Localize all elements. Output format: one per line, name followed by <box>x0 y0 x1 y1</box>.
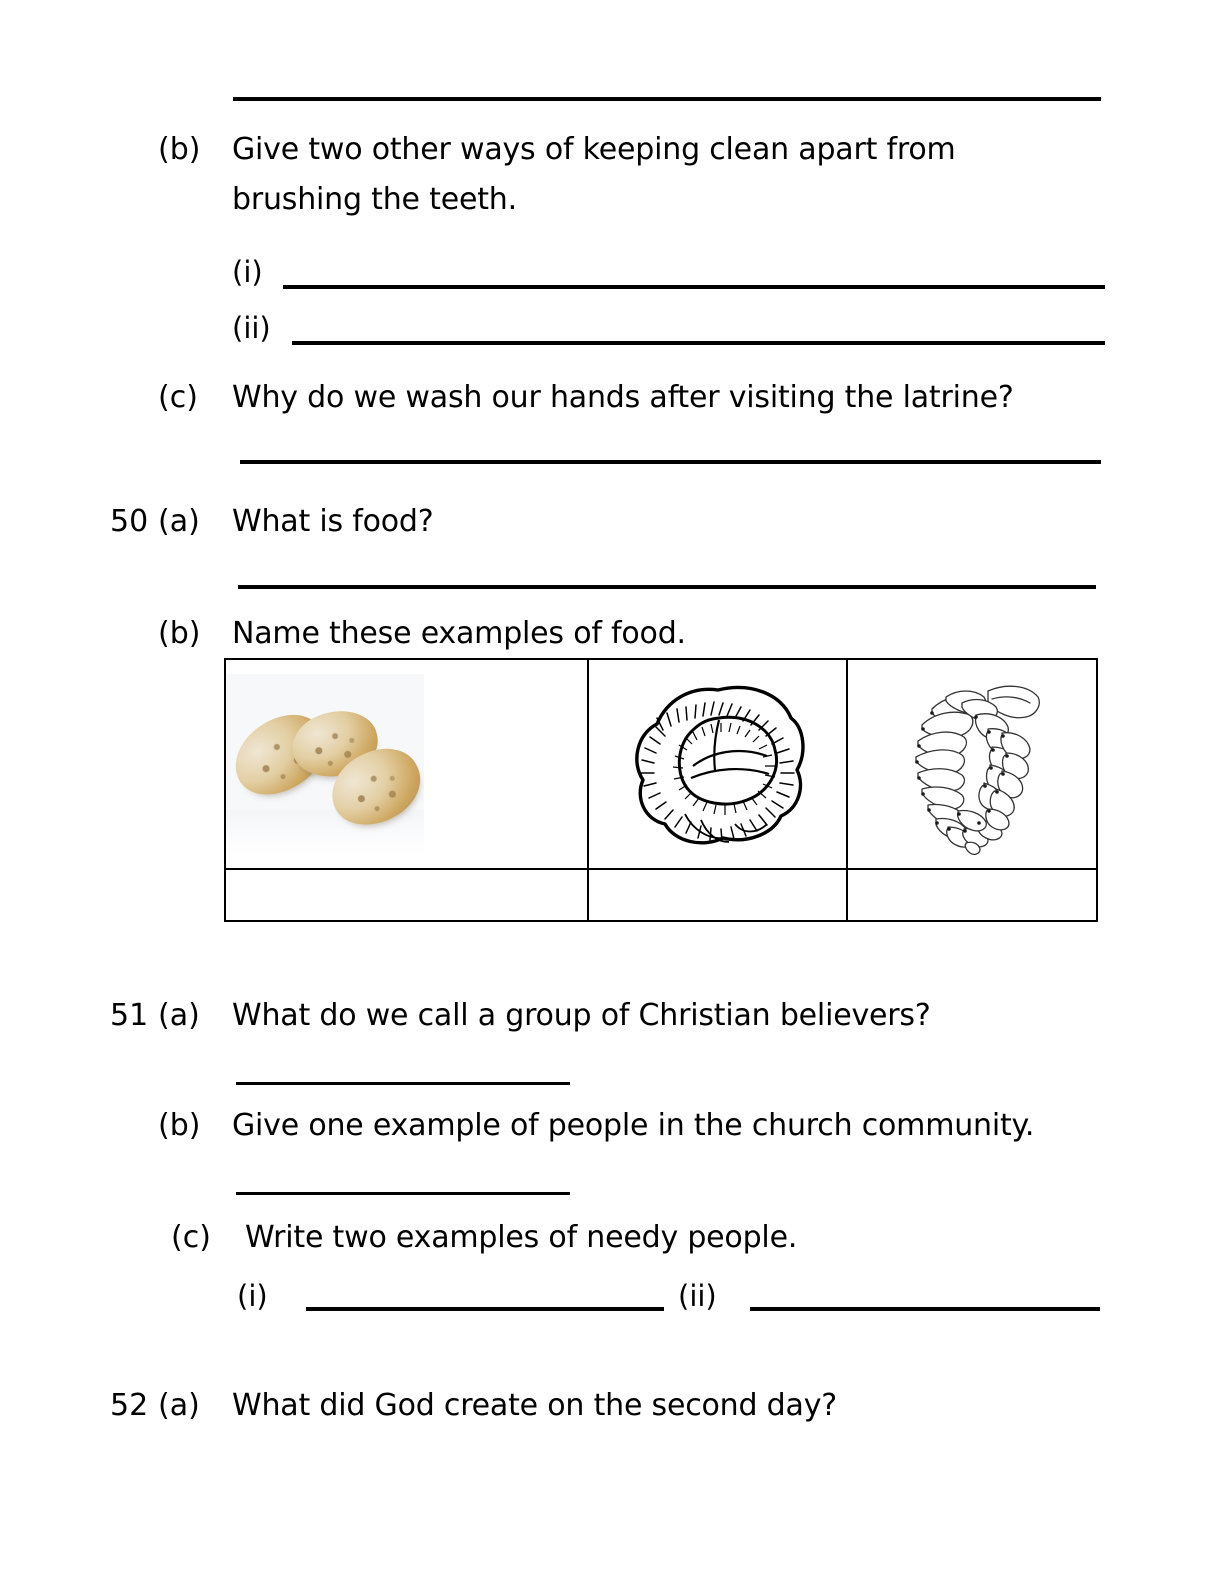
subpart-label-q51c-i: (i) <box>237 1279 268 1313</box>
answer-cell-cabbage[interactable] <box>588 869 847 921</box>
part-label-q51a: (a) <box>158 998 200 1033</box>
question-text-q50b: Name these examples of food. <box>232 616 686 651</box>
answer-line-q51c-ii[interactable] <box>750 1307 1100 1311</box>
table-cell-potatoes <box>225 659 588 869</box>
table-row-images <box>225 659 1097 869</box>
part-label-q49c: (c) <box>158 380 198 415</box>
question-number-51: 51 <box>110 998 149 1033</box>
question-text-q51c: Write two examples of needy people. <box>245 1220 798 1255</box>
answer-line-q51a[interactable] <box>236 1082 570 1085</box>
bananas-image <box>892 669 1052 859</box>
answer-line-q50a[interactable] <box>238 585 1096 589</box>
question-number-50: 50 <box>110 504 149 539</box>
subpart-label-q49b-i: (i) <box>232 255 263 289</box>
answer-line-q49b-i[interactable] <box>283 285 1105 289</box>
part-label-q50b: (b) <box>158 616 201 651</box>
cabbage-image <box>623 674 813 854</box>
answer-line-q49c[interactable] <box>240 460 1101 464</box>
answer-line-q49a[interactable] <box>233 97 1101 101</box>
answer-line-q49b-ii[interactable] <box>292 341 1105 345</box>
answer-line-q51b[interactable] <box>236 1192 570 1195</box>
potatoes-image <box>226 674 424 854</box>
table-row-answers <box>225 869 1097 921</box>
part-label-q50a: (a) <box>158 504 200 539</box>
food-examples-table <box>224 658 1098 922</box>
answer-cell-potatoes[interactable] <box>225 869 588 921</box>
answer-line-q51c-i[interactable] <box>306 1307 664 1311</box>
question-text-q49b-line1: Give two other ways of keeping clean apart from <box>232 132 956 167</box>
question-number-52: 52 <box>110 1388 149 1423</box>
question-text-q49c: Why do we wash our hands after visiting the latrine? <box>232 380 1014 415</box>
part-label-q51c: (c) <box>171 1220 211 1255</box>
subpart-label-q49b-ii: (ii) <box>232 311 271 345</box>
part-label-q49b: (b) <box>158 132 201 167</box>
part-label-q52a: (a) <box>158 1388 200 1423</box>
subpart-label-q51c-ii: (ii) <box>678 1279 717 1313</box>
question-text-q50a: What is food? <box>232 504 434 539</box>
table-cell-cabbage <box>588 659 847 869</box>
question-text-q52a: What did God create on the second day? <box>232 1388 837 1423</box>
question-text-q51a: What do we call a group of Christian believers? <box>232 998 931 1033</box>
answer-cell-bananas[interactable] <box>847 869 1097 921</box>
part-label-q51b: (b) <box>158 1108 201 1143</box>
question-text-q49b-line2: brushing the teeth. <box>232 182 517 217</box>
question-text-q51b: Give one example of people in the church community. <box>232 1108 1035 1143</box>
table-cell-bananas <box>847 659 1097 869</box>
